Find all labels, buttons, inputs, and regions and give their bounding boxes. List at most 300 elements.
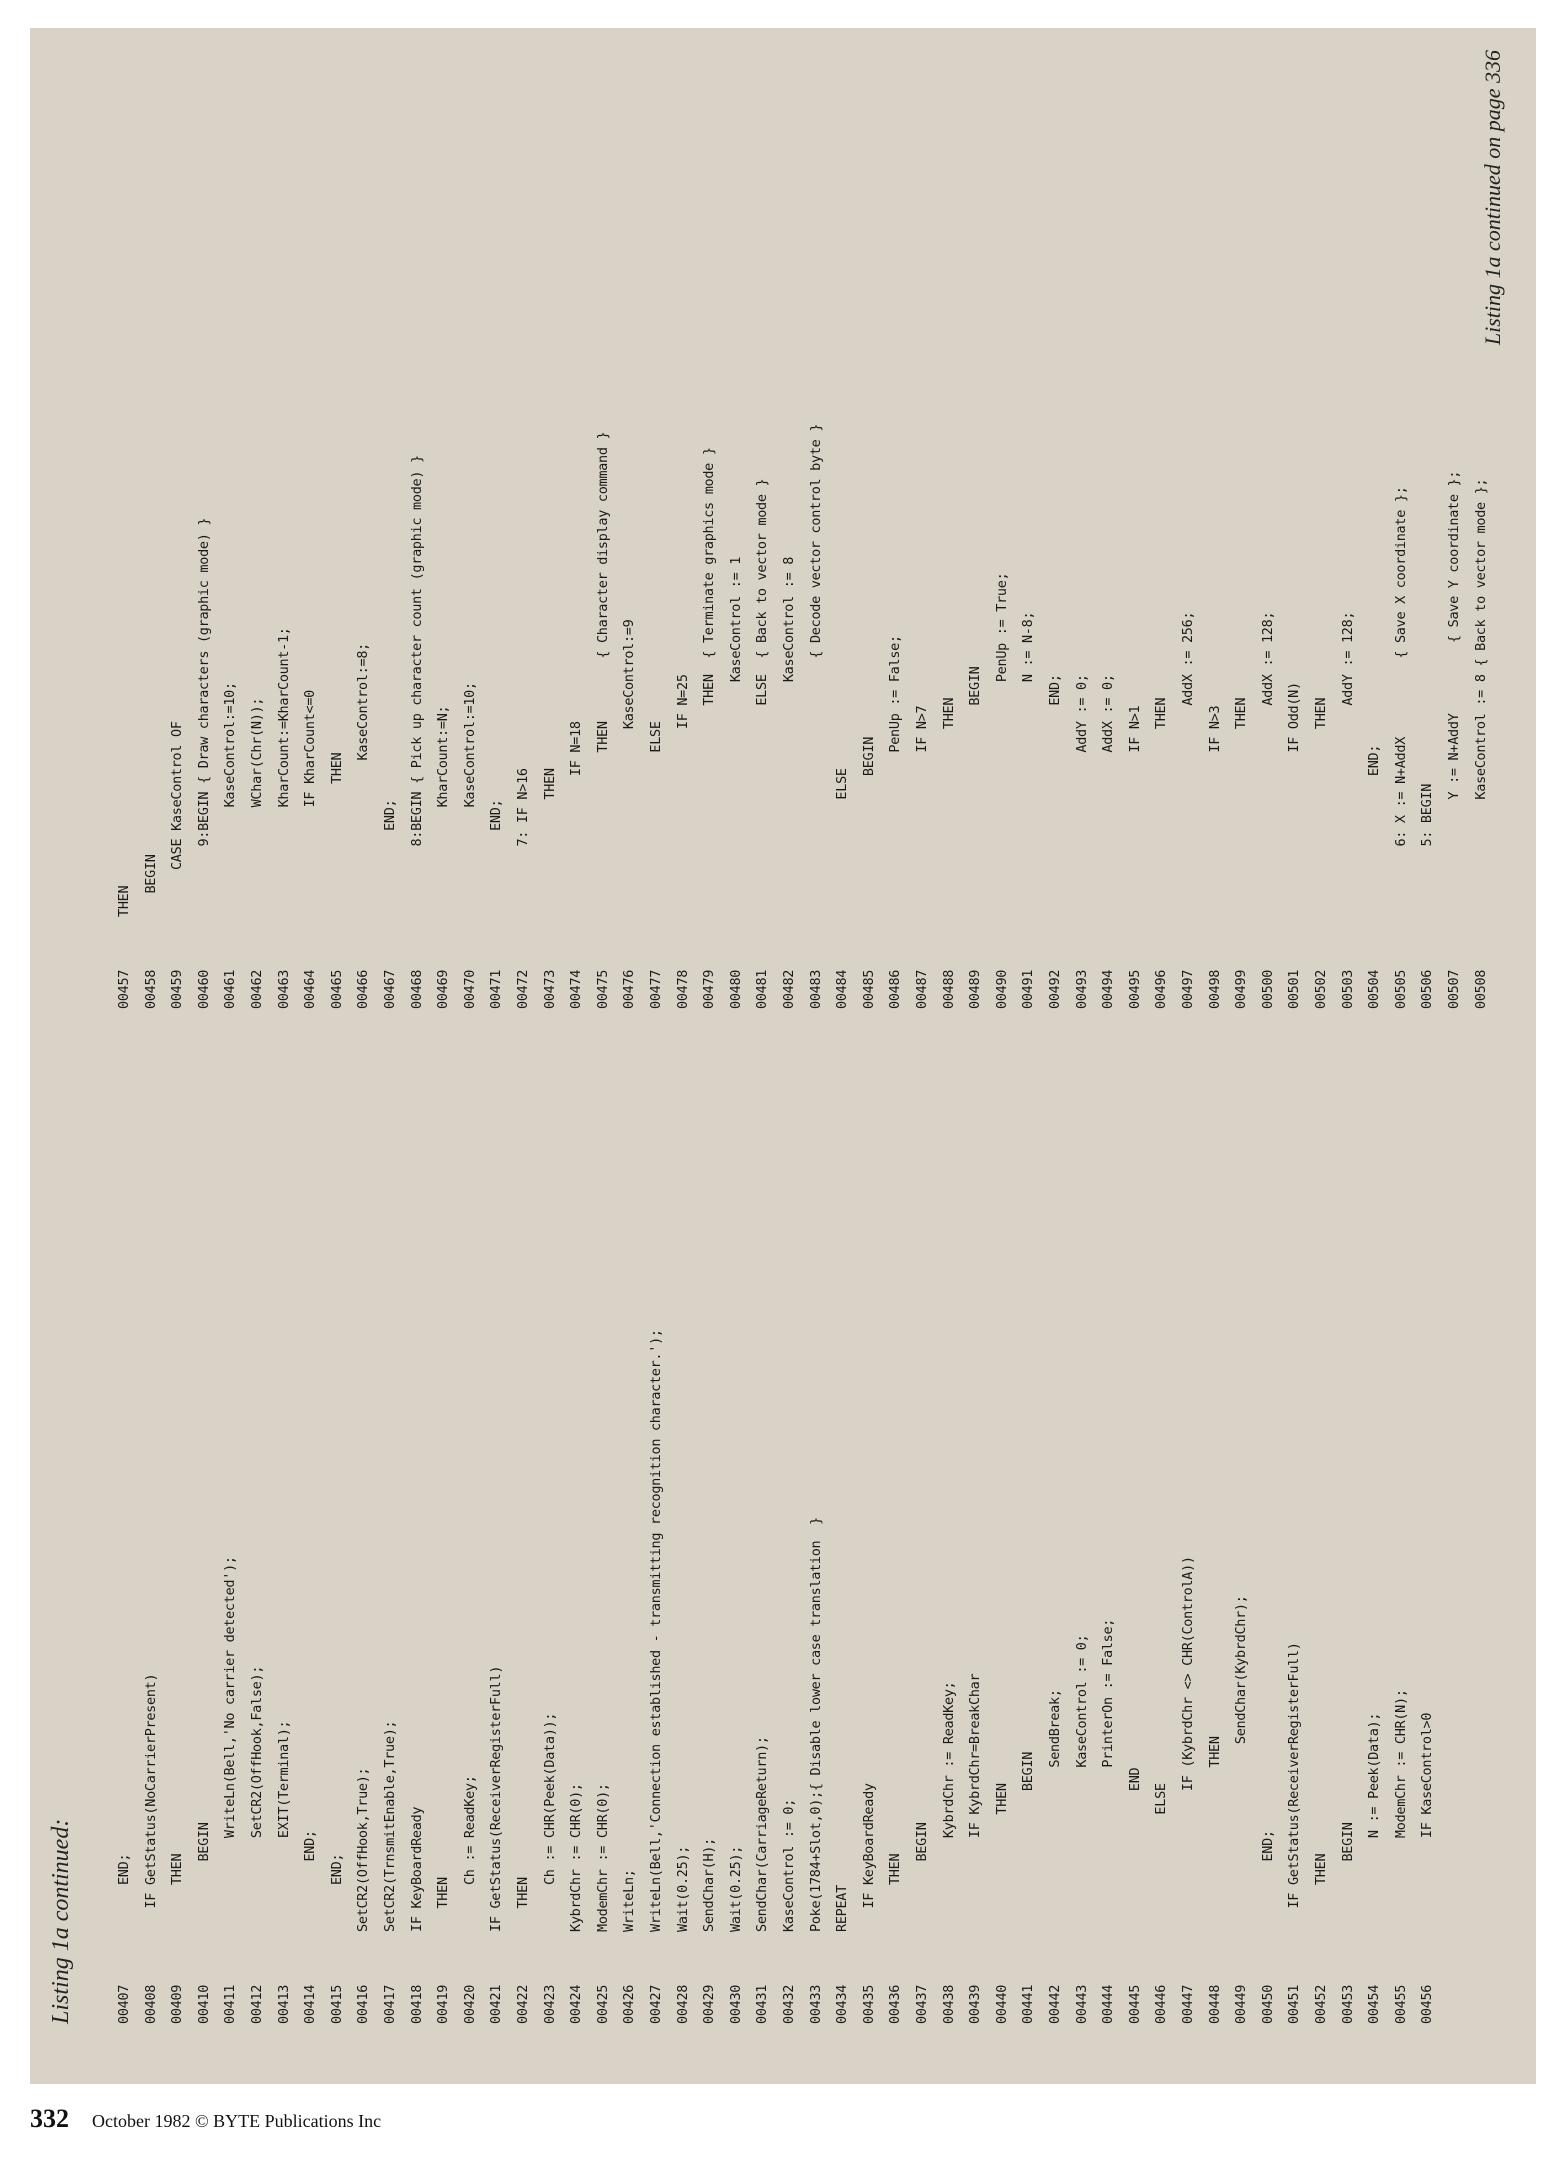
line-number: 00430 <box>727 1984 744 2024</box>
code-line <box>883 635 907 1009</box>
code-text: N := Peek(Data); <box>1366 1712 1383 1932</box>
code-line <box>458 1775 482 2024</box>
line-number: 00503 <box>1339 969 1356 1009</box>
code-text: Ch := ReadKey; <box>461 1775 478 1932</box>
code-text: KharCount:=KharCount-1; <box>275 627 292 917</box>
code-line <box>830 1885 854 2024</box>
code-line <box>511 768 535 1009</box>
code-line <box>511 1877 535 2024</box>
code-text: END; <box>116 1853 132 1932</box>
line-number: 00461 <box>222 969 239 1009</box>
code-line <box>1309 698 1333 1009</box>
code-text: KaseControl := 0; <box>1073 1634 1090 1932</box>
code-line <box>1336 612 1360 1009</box>
code-line <box>910 706 934 1009</box>
code-line <box>1442 471 1466 1009</box>
code-text: END; <box>488 799 505 917</box>
code-line <box>990 1783 1014 2024</box>
code-line <box>1123 1768 1147 2024</box>
line-number: 00420 <box>461 1984 478 2024</box>
code-text: THEN <box>116 885 132 917</box>
line-number: 00496 <box>1153 969 1170 1009</box>
code-text: IF KeyBoardReady <box>860 1783 877 1932</box>
line-number: 00502 <box>1313 969 1329 1009</box>
code-line <box>671 1846 695 2024</box>
code-line <box>1389 1689 1413 2024</box>
code-text: Y := N+AddY { Save Y coordinate }; <box>1446 470 1462 917</box>
code-line <box>857 737 881 1009</box>
line-number: 00440 <box>993 1984 1010 2024</box>
line-number: 00452 <box>1313 1984 1329 2024</box>
code-line <box>644 721 668 1009</box>
code-line <box>644 1329 668 2024</box>
line-number: 00466 <box>355 969 372 1009</box>
code-line <box>724 557 748 1009</box>
code-text: IF KybrdChr=BreakChar <box>967 1673 984 1932</box>
code-text: WriteLn(Bell,'No carrier detected'); <box>222 1556 239 1932</box>
code-line <box>538 1713 562 2024</box>
code-line <box>830 768 854 1009</box>
code-text: END; <box>382 799 398 917</box>
code-text: BEGIN <box>1020 1751 1037 1932</box>
code-line <box>937 1682 961 2025</box>
code-line <box>165 1854 189 2024</box>
code-line <box>1176 1556 1200 2024</box>
code-text: 8:BEGIN { Pick up character count (graphic mode) } <box>408 455 425 917</box>
code-text: THEN { Character display command } <box>594 431 611 917</box>
code-text: ELSE { Back to vector mode } <box>754 478 771 917</box>
line-number: 00445 <box>1126 1984 1143 2024</box>
page-number: 332 <box>30 2104 69 2133</box>
code-line <box>1149 698 1173 1009</box>
line-number: 00469 <box>435 969 452 1009</box>
line-number: 00505 <box>1392 969 1409 1009</box>
code-line <box>1415 784 1439 1009</box>
line-number: 00453 <box>1339 1984 1356 2024</box>
code-text: KaseControl := 0; <box>781 1798 797 1932</box>
code-line <box>351 1768 375 2024</box>
line-number: 00470 <box>461 969 478 1009</box>
code-text: KaseControl:=10; <box>461 682 478 917</box>
line-number: 00483 <box>807 969 824 1009</box>
code-text: SendChar(H); <box>701 1838 718 1932</box>
line-number: 00423 <box>541 1984 558 2024</box>
code-text: AddX := 128; <box>1259 611 1276 917</box>
code-text: THEN <box>1313 1853 1329 1932</box>
code-text: BEGIN <box>914 1822 930 1932</box>
line-number: 00444 <box>1100 1984 1117 2024</box>
code-line <box>378 800 402 1009</box>
code-line <box>484 800 508 1009</box>
line-number: 00475 <box>594 969 611 1009</box>
code-text: { Decode vector control byte } <box>807 423 824 917</box>
code-line <box>405 1807 429 2024</box>
line-number: 00446 <box>1153 1984 1170 2024</box>
code-text: SendChar(CarriageReturn); <box>754 1736 771 1932</box>
line-number: 00463 <box>275 969 292 1009</box>
code-text: BEGIN <box>195 1822 212 1932</box>
code-text: Wait(0.25); <box>727 1845 744 1932</box>
code-text: IF Odd(N) <box>1286 682 1303 917</box>
code-line <box>697 447 721 1009</box>
line-number: 00498 <box>1206 969 1223 1009</box>
line-number: 00409 <box>169 1984 186 2024</box>
code-text: THEN <box>993 1783 1010 1932</box>
line-number: 00478 <box>674 969 691 1009</box>
listing-header: Listing 1a continued: <box>48 1818 74 2024</box>
code-text: THEN <box>887 1853 904 1932</box>
code-text: THEN <box>1206 1736 1223 1932</box>
code-text: KaseControl := 1 <box>727 556 744 917</box>
code-line <box>1389 486 1413 1009</box>
line-number: 00416 <box>355 1984 372 2024</box>
code-line <box>750 1736 774 2024</box>
code-text: END; <box>1259 1830 1276 1932</box>
code-line <box>857 1783 881 2024</box>
line-number: 00458 <box>142 969 159 1009</box>
line-number: 00467 <box>382 969 398 1009</box>
code-text: ELSE <box>648 721 664 917</box>
code-line <box>218 682 242 1009</box>
code-line <box>750 479 774 1009</box>
line-number: 00482 <box>781 969 797 1009</box>
code-line <box>1043 1689 1067 2024</box>
code-text: EXIT(Terminal); <box>275 1720 292 1932</box>
line-number: 00474 <box>568 969 585 1009</box>
line-number: 00494 <box>1100 969 1117 1009</box>
code-text: THEN <box>435 1877 452 1932</box>
code-line <box>298 690 322 1009</box>
line-number: 00456 <box>1419 1984 1436 2024</box>
page <box>30 28 1536 2084</box>
line-number: 00436 <box>887 1984 904 2024</box>
code-line <box>777 557 801 1009</box>
code-text: IF KharCount<=0 <box>302 689 319 917</box>
code-text: ELSE <box>834 768 851 917</box>
line-number: 00499 <box>1233 969 1250 1009</box>
continued-note: Listing 1a continued on page 336 <box>1480 50 1505 346</box>
code-text: 7: IF N>16 <box>515 768 531 917</box>
code-line <box>139 854 163 1009</box>
line-number: 00434 <box>834 1984 851 2024</box>
code-text: KaseControl:=8; <box>355 643 372 917</box>
line-number: 00431 <box>754 1984 771 2024</box>
line-number: 00504 <box>1366 969 1383 1009</box>
code-line <box>1203 1736 1227 2024</box>
line-number: 00477 <box>648 969 664 1009</box>
line-number: 00457 <box>116 969 132 1009</box>
code-column-right <box>112 49 1489 1009</box>
code-line <box>1096 1619 1120 2024</box>
code-line <box>192 518 216 1009</box>
code-line <box>617 1869 641 2024</box>
code-text: KybrdChr := CHR(0); <box>568 1783 585 1932</box>
code-line <box>245 1666 269 2024</box>
code-text: ModemChr := CHR(N); <box>1392 1689 1409 1932</box>
code-line <box>1415 1713 1439 2024</box>
code-line <box>165 721 189 1009</box>
line-number: 00432 <box>781 1984 797 2024</box>
line-number: 00427 <box>648 1984 664 2024</box>
code-text: THEN <box>1153 697 1170 917</box>
code-text: THEN <box>541 768 558 917</box>
code-line <box>564 721 588 1009</box>
code-text: SetCR2(TrnsmitEnable,True); <box>382 1720 398 1932</box>
code-line <box>1282 682 1306 1009</box>
code-line <box>431 706 455 1009</box>
line-number: 00497 <box>1180 969 1196 1009</box>
code-text: SetCR2(OffHook,False); <box>249 1665 265 1932</box>
line-number: 00468 <box>408 969 425 1009</box>
code-text: WriteLn(Bell,'Connection established - transmitting recognition character.'); <box>648 1329 664 1932</box>
code-text: KybrdChr := ReadKey; <box>940 1681 957 1932</box>
line-number: 00438 <box>940 1984 957 2024</box>
line-number: 00417 <box>382 1984 398 2024</box>
code-text: 5: BEGIN <box>1419 783 1436 917</box>
code-line <box>1123 706 1147 1009</box>
line-number: 00433 <box>807 1984 824 2024</box>
line-number: 00428 <box>674 1984 691 2024</box>
line-number: 00448 <box>1206 1984 1223 2024</box>
line-number: 00407 <box>116 1984 132 2024</box>
line-number: 00481 <box>754 969 771 1009</box>
code-text: 9:BEGIN { Draw characters (graphic mode) } <box>195 517 212 917</box>
code-line <box>1256 1830 1280 2024</box>
code-line <box>218 1556 242 2024</box>
code-line <box>1282 1642 1306 2024</box>
code-text: N := N-8; <box>1020 611 1037 917</box>
code-line <box>1309 1854 1333 2024</box>
code-line <box>112 886 136 1009</box>
code-line <box>458 682 482 1009</box>
code-line <box>804 1517 828 2024</box>
code-text: IF N>3 <box>1206 705 1223 917</box>
code-text: Wait(0.25); <box>674 1845 691 1932</box>
line-number: 00472 <box>515 969 531 1009</box>
line-number: 00464 <box>302 969 319 1009</box>
code-text: KaseControl:=9 <box>621 619 638 917</box>
code-line <box>777 1799 801 2024</box>
code-line <box>431 1877 455 2024</box>
line-number: 00426 <box>621 1984 638 2024</box>
code-line <box>538 768 562 1009</box>
code-line <box>591 1783 615 2024</box>
line-number: 00479 <box>701 969 718 1009</box>
code-text: PrinterOn := False; <box>1100 1618 1117 1932</box>
code-line <box>484 1666 508 2024</box>
code-line <box>1203 706 1227 1009</box>
line-number: 00450 <box>1259 1984 1276 2024</box>
code-line <box>804 424 828 1009</box>
code-line <box>937 698 961 1009</box>
code-line <box>245 698 269 1009</box>
line-number: 00413 <box>275 1984 292 2024</box>
code-line <box>378 1721 402 2024</box>
code-text: PenUp := False; <box>887 635 904 917</box>
code-text: KaseControl := 8 <box>781 556 797 917</box>
line-number: 00473 <box>541 969 558 1009</box>
code-text: IF (KybrdChr <> CHR(ControlA)) <box>1180 1556 1196 1932</box>
code-line <box>1149 1783 1173 2024</box>
code-line <box>139 1674 163 2024</box>
code-line <box>272 627 296 1009</box>
code-text: SetCR2(OffHook,True); <box>355 1767 372 1932</box>
line-number: 00465 <box>328 969 345 1009</box>
code-line <box>883 1854 907 2024</box>
line-number: 00508 <box>1472 969 1489 1009</box>
code-text: AddX := 256; <box>1180 611 1196 917</box>
code-text: WriteLn; <box>621 1869 638 1932</box>
line-number: 00421 <box>488 1984 505 2024</box>
line-number: 00495 <box>1126 969 1143 1009</box>
code-line <box>1362 1713 1386 2024</box>
code-line <box>1016 612 1040 1009</box>
code-line <box>298 1830 322 2024</box>
code-line <box>1070 674 1094 1009</box>
code-text: WChar(Chr(N)); <box>249 697 265 917</box>
line-number: 00410 <box>195 1984 212 2024</box>
line-number: 00460 <box>195 969 212 1009</box>
code-text: THEN { Terminate graphics mode } <box>701 447 718 917</box>
line-number: 00491 <box>1020 969 1037 1009</box>
code-text: SendBreak; <box>1047 1689 1063 1932</box>
code-text: IF N=18 <box>568 721 585 917</box>
line-number: 00480 <box>727 969 744 1009</box>
line-number: 00506 <box>1419 969 1436 1009</box>
code-text: Ch := CHR(Peek(Data)); <box>541 1712 558 1932</box>
line-number: 00425 <box>594 1984 611 2024</box>
line-number: 00459 <box>169 969 186 1009</box>
code-text: END <box>1126 1767 1143 1932</box>
code-text: ELSE <box>1153 1783 1170 1932</box>
code-line <box>591 432 615 1009</box>
code-text: END; <box>1047 674 1063 917</box>
code-text: AddY := 128; <box>1339 611 1356 917</box>
code-line <box>564 1783 588 2024</box>
code-text: THEN <box>515 1877 531 1932</box>
code-line <box>1362 745 1386 1009</box>
line-number: 00484 <box>834 969 851 1009</box>
code-text: IF N>7 <box>914 705 930 917</box>
line-number: 00447 <box>1180 1984 1196 2024</box>
code-line <box>351 643 375 1009</box>
code-text: PenUp := True; <box>993 572 1010 917</box>
code-line <box>1469 479 1493 1009</box>
code-text: REPEAT <box>834 1885 851 1932</box>
code-line <box>1070 1635 1094 2024</box>
code-line <box>910 1822 934 2024</box>
code-text: IF GetStatus(ReceiverRegisterFull) <box>1286 1642 1303 1932</box>
code-text: IF GetStatus(NoCarrierPresent) <box>142 1673 159 1932</box>
code-line <box>1096 674 1120 1009</box>
code-line <box>1336 1822 1360 2024</box>
line-number: 00411 <box>222 1984 239 2024</box>
code-text: BEGIN <box>1339 1822 1356 1932</box>
code-text: THEN <box>1233 697 1250 917</box>
line-number: 00501 <box>1286 969 1303 1009</box>
code-text: BEGIN <box>967 666 984 917</box>
code-text: AddX := 0; <box>1100 674 1117 917</box>
code-text: CASE KaseControl OF <box>169 721 186 917</box>
code-line <box>1176 612 1200 1009</box>
code-text: END; <box>1366 744 1383 917</box>
code-line <box>1016 1752 1040 2024</box>
code-text: BEGIN <box>860 736 877 917</box>
code-text: BEGIN <box>142 854 159 917</box>
line-number: 00454 <box>1366 1984 1383 2024</box>
line-number: 00437 <box>914 1984 930 2024</box>
code-text: KaseControl := 8 { Back to vector mode }; <box>1472 478 1489 917</box>
line-number: 00442 <box>1047 1984 1063 2024</box>
line-number: 00451 <box>1286 1984 1303 2024</box>
code-line <box>1256 612 1280 1009</box>
code-line <box>325 753 349 1009</box>
line-number: 00418 <box>408 1984 425 2024</box>
code-line <box>1229 1595 1253 2024</box>
line-number: 00500 <box>1259 969 1276 1009</box>
code-text: KharCount:=N; <box>435 705 452 917</box>
code-line <box>192 1822 216 2024</box>
code-line <box>724 1846 748 2024</box>
code-text: IF N>1 <box>1126 705 1143 917</box>
line-number: 00441 <box>1020 1984 1037 2024</box>
code-line <box>1043 674 1067 1009</box>
code-text: THEN <box>169 1853 186 1932</box>
code-text: KaseControl:=10; <box>222 682 239 917</box>
line-number: 00422 <box>515 1984 531 2024</box>
line-number: 00435 <box>860 1984 877 2024</box>
line-number: 00462 <box>249 969 265 1009</box>
line-number: 00443 <box>1073 1984 1090 2024</box>
line-number: 00487 <box>914 969 930 1009</box>
code-line <box>405 455 429 1009</box>
code-line <box>963 667 987 1010</box>
code-text: THEN <box>940 697 957 917</box>
code-line <box>112 1854 136 2024</box>
line-number: 00415 <box>328 1984 345 2024</box>
rotated-page-content <box>30 28 1536 2084</box>
code-text: THEN <box>1313 697 1329 917</box>
code-line <box>1229 698 1253 1009</box>
code-text: SendChar(KybrdChr); <box>1233 1595 1250 1932</box>
code-text: 6: X := N+AddX { Save X coordinate }; <box>1392 486 1409 917</box>
line-number: 00429 <box>701 1984 718 2024</box>
line-number: 00492 <box>1047 969 1063 1009</box>
line-number: 00412 <box>249 1984 265 2024</box>
code-text: IF GetStatus(ReceiverRegisterFull) <box>488 1665 505 1932</box>
line-number: 00485 <box>860 969 877 1009</box>
code-line <box>671 674 695 1009</box>
line-number: 00489 <box>967 969 984 1009</box>
line-number: 00507 <box>1446 969 1462 1009</box>
line-number: 00486 <box>887 969 904 1009</box>
code-text: IF KaseControl>0 <box>1419 1712 1436 1932</box>
line-number: 00408 <box>142 1984 159 2024</box>
code-column-left <box>112 1024 1452 2024</box>
code-text: END; <box>302 1830 319 1932</box>
code-line <box>697 1838 721 2024</box>
code-text: Poke(1784+Slot,0);{ Disable lower case translation } <box>807 1517 824 1932</box>
code-text: END; <box>328 1853 345 1932</box>
code-line <box>617 620 641 1009</box>
line-number: 00455 <box>1392 1984 1409 2024</box>
code-text: THEN <box>328 752 345 917</box>
line-number: 00449 <box>1233 1984 1250 2024</box>
line-number: 00493 <box>1073 969 1090 1009</box>
code-line <box>272 1721 296 2024</box>
line-number: 00476 <box>621 969 638 1009</box>
copyright-line: October 1982 © BYTE Publications Inc <box>92 2111 382 2131</box>
